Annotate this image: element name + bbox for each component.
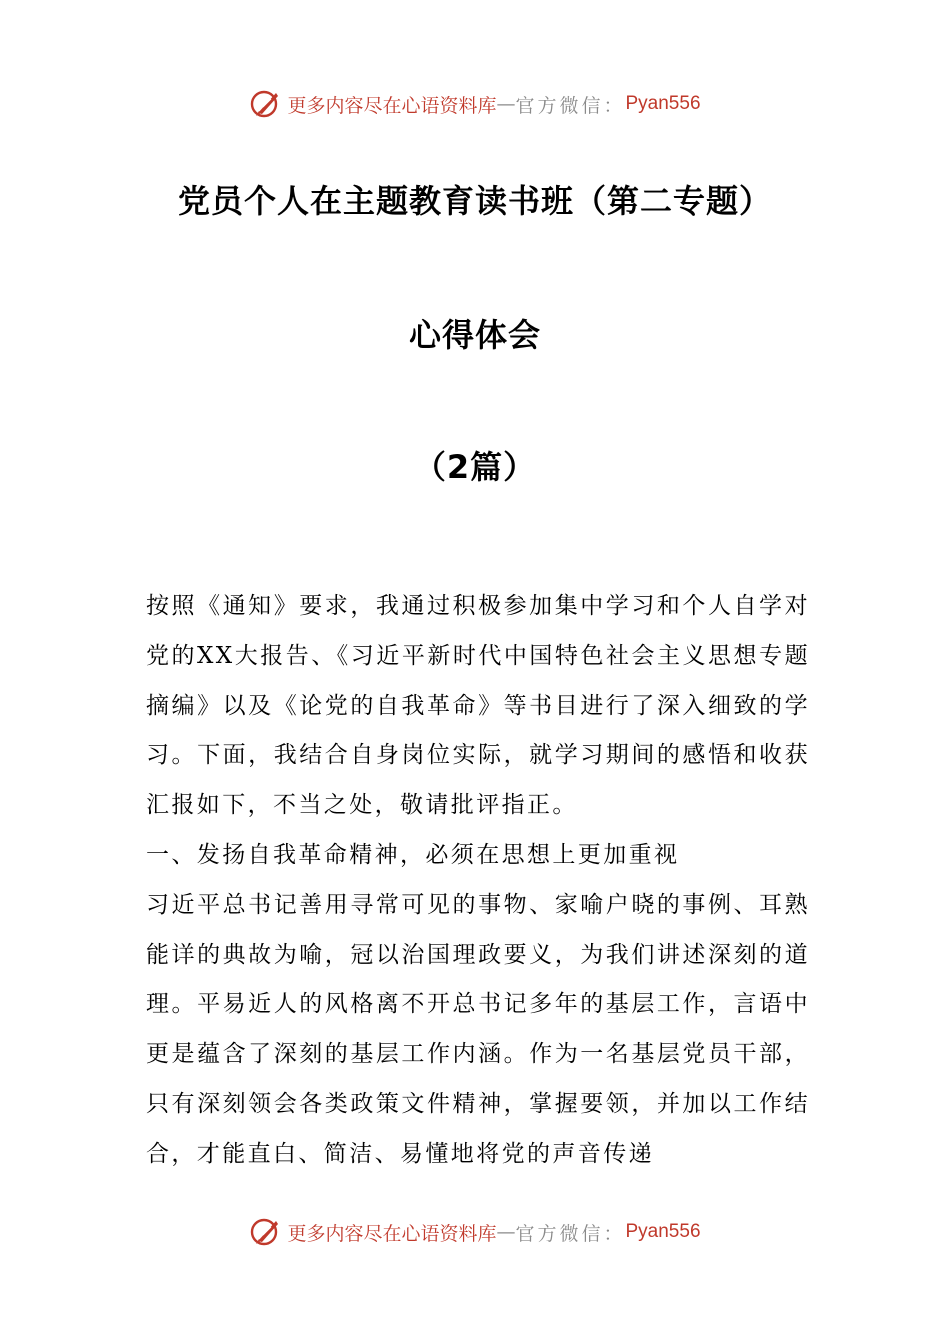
quill-logo-icon — [249, 87, 283, 121]
banner-separator: — — [496, 93, 516, 115]
wechat-id: Pyan556 — [625, 93, 701, 114]
wechat-id: Pyan556 — [625, 1221, 701, 1242]
paragraph-intro: 按照《通知》要求，我通过积极参加集中学习和个人自学对党的XX大报告、《习近平新时代中国特色社会主义思想专题摘编》以及《论党的自我革命》等书目进行了深入细致的学习。下面，我结合自身岗位实际，就学习期间的感悟和收获汇报如下，不当之处，敬请批评指正。 — [146, 593, 810, 819]
document-title-line-1: 党员个人在主题教育读书班（第二专题） — [177, 182, 772, 220]
document-title-line-2: 心得体会 — [408, 316, 541, 354]
paragraph-section-1: 习近平总书记善用寻常可见的事物、家喻户晓的事例、耳熟能详的典故为喻，冠以治国理政要义，为我们讲述深刻的道理。平易近人的风格离不开总书记多年的基层工作，言语中更是蕴含了深刻的基层工作内涵。作为一名基层党员干部，只有深刻领会各类政策文件精神，掌握要领，并加以工作结合，才能直白、简洁、易懂地将党的声音传递 — [146, 891, 810, 1167]
section-heading-1: 一、发扬自我革命精神，必须在思想上更加重视 — [146, 841, 680, 868]
promo-text: 更多内容尽在心语资料库 — [287, 1222, 497, 1245]
wechat-label: 官方微信： — [515, 94, 626, 117]
document-body — [146, 582, 810, 1180]
quill-logo-icon — [249, 1215, 283, 1249]
promo-text: 更多内容尽在心语资料库 — [287, 94, 497, 117]
document-title-line-3: （2篇） — [413, 448, 537, 486]
wechat-label: 官方微信： — [515, 1222, 626, 1245]
footer-watermark-banner — [0, 1212, 950, 1252]
header-watermark-banner — [0, 84, 950, 124]
banner-separator: — — [496, 1221, 516, 1243]
